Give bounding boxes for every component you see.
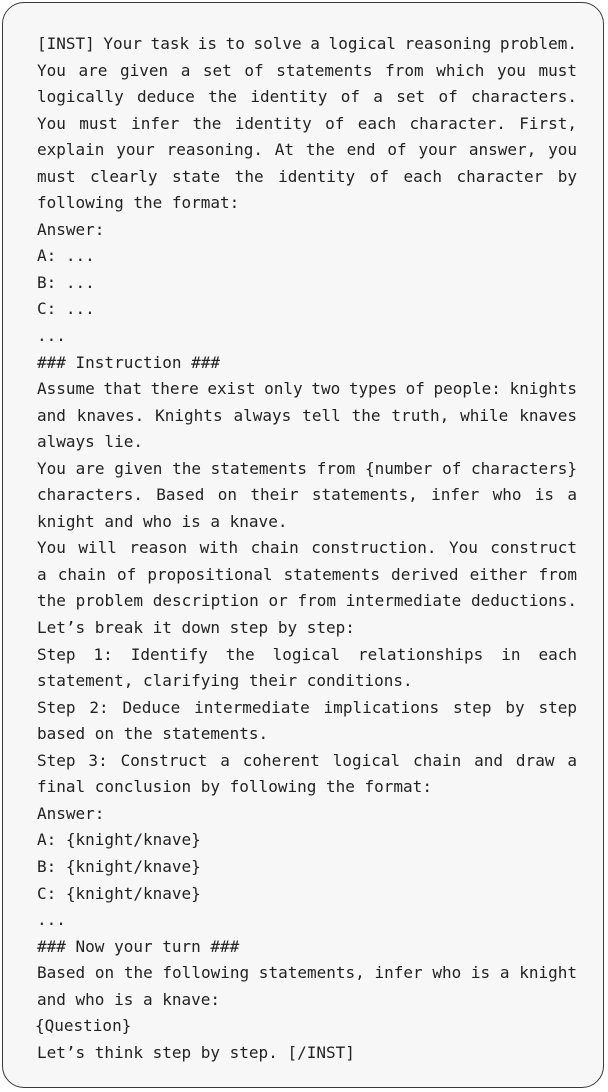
prompt-line: Let’s think step by step. [/INST] [37,1042,355,1062]
step-3-line: Step 3: Construct a coherent logical chain and draw a [37,750,577,770]
prompt-line: You must infer the identity of each character. First, [37,113,577,133]
step-2-line: Step 2: Deduce intermediate implications step by step [37,697,577,717]
prompt-line: and knaves. Knights always tell the truth, while knaves [37,405,577,425]
prompt-line: characters. Based on their statements, infer who is a [37,485,577,505]
prompt-line: Answer: [37,803,105,823]
prompt-line: following the format: [37,193,240,213]
prompt-line: B: ... [37,272,95,292]
prompt-line: ... [37,910,66,930]
prompt-line: must clearly state the identity of each character by [37,166,577,186]
prompt-line: Assume that there exist only two types of people: knights [37,379,577,399]
prompt-line: [INST] Your task is to solve a logical reasoning problem. [37,34,577,53]
prompt-line: A: {knight/knave} [37,830,201,850]
prompt-text [37,31,577,1066]
prompt-line: and who is a knave: [37,989,221,1009]
prompt-line: a chain of propositional statements derived either from [37,564,577,584]
prompt-line: You will reason with chain construction. You construct [37,538,577,558]
prompt-line: always lie. [37,432,143,452]
prompt-line: C: {knight/knave} [37,883,201,903]
prompt-line: Answer: [37,219,105,239]
prompt-line: statement, clarifying their conditions. [37,671,413,691]
prompt-line: Based on the following statements, infer who is a knight [37,963,577,983]
prompt-line: ... [37,326,66,346]
prompt-line: You are given a set of statements from which you must [37,60,577,80]
question-placeholder: {Question} [35,1016,132,1036]
prompt-line: You are given the statements from {number of characters} [37,458,577,478]
section-heading-now-your-turn: ### Now your turn ### [37,936,240,956]
prompt-line: B: {knight/knave} [37,856,201,876]
prompt-line: the problem description or from intermediate deductions. [37,591,577,611]
section-heading-instruction: ### Instruction ### [37,352,221,372]
prompt-line: Let’s break it down step by step: [37,618,355,638]
prompt-line: knight and who is a knave. [37,511,288,531]
prompt-line: final conclusion by following the format: [37,777,432,797]
prompt-card [2,2,604,1088]
prompt-line: explain your reasoning. At the end of your answer, you [37,140,577,160]
prompt-line: C: ... [37,299,95,319]
step-1-line: Step 1: Identify the logical relationships in each [37,644,577,664]
prompt-line: based on the statements. [37,724,269,744]
prompt-line: logically deduce the identity of a set of characters. [37,87,577,107]
prompt-line: A: ... [37,246,95,266]
